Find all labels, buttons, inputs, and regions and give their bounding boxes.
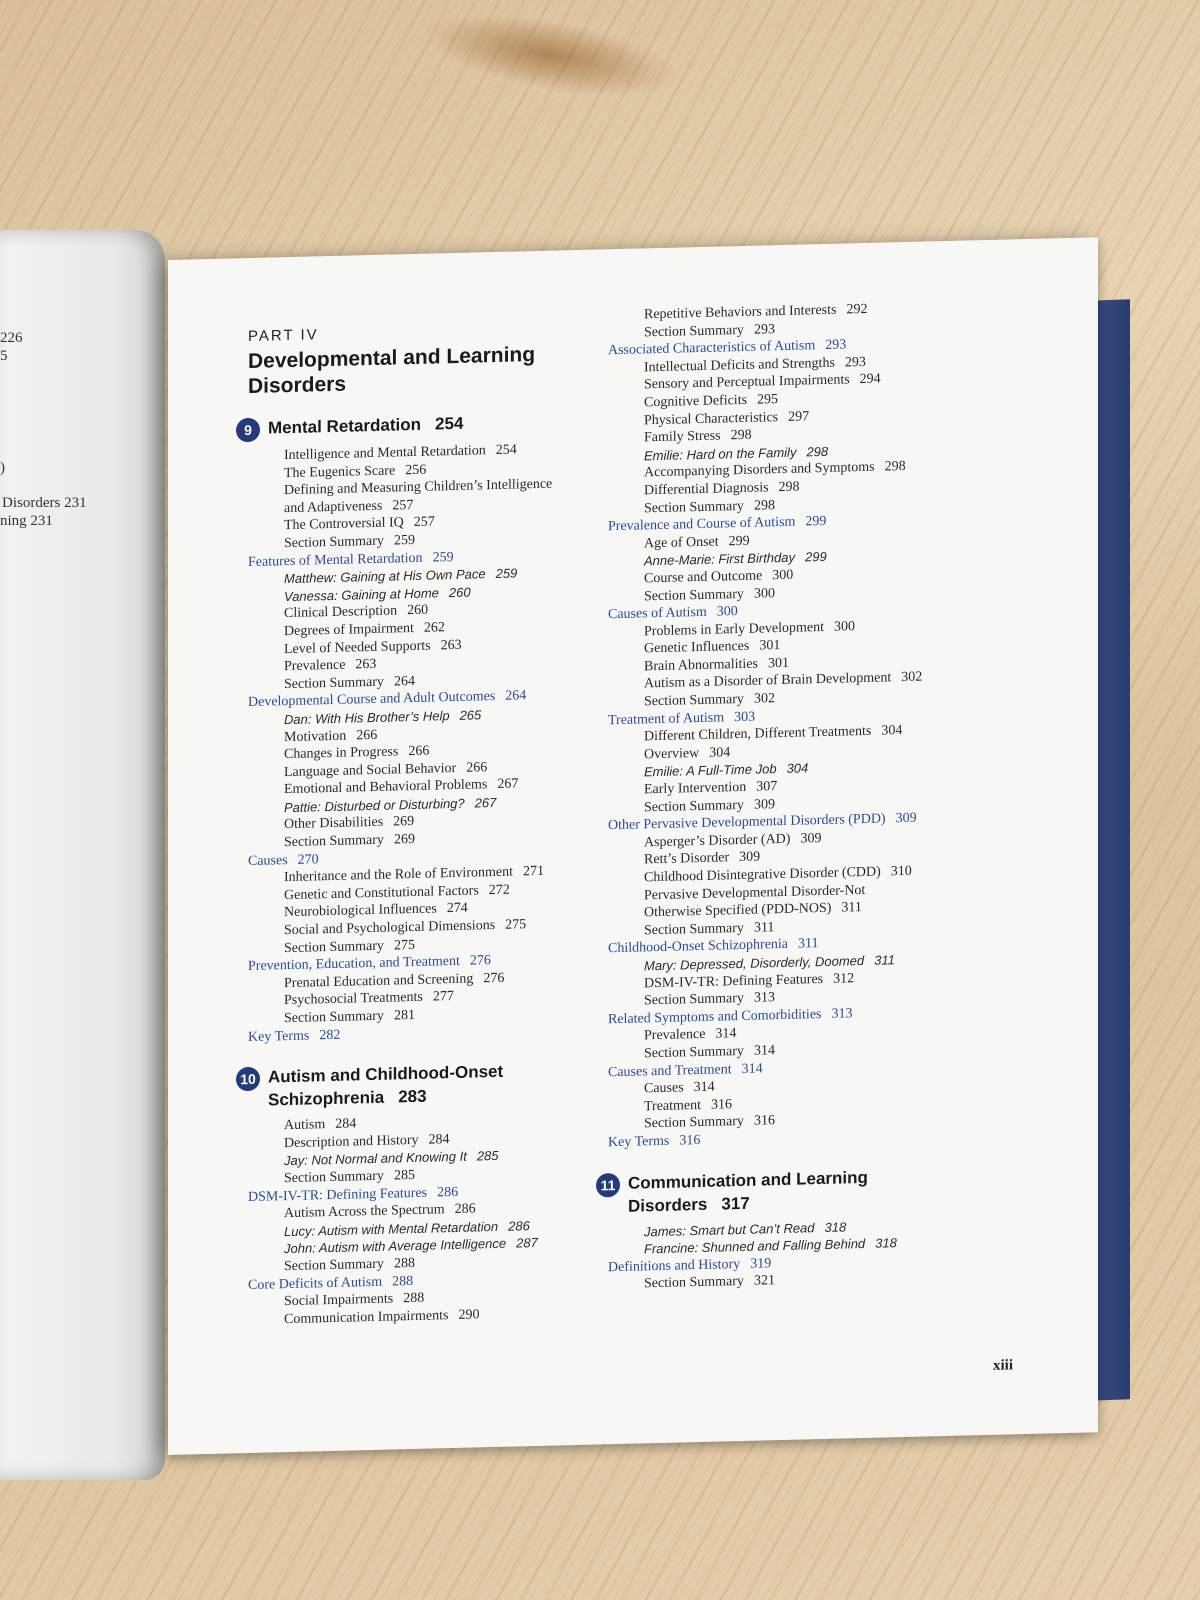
- entry-page: 297: [788, 408, 810, 425]
- entry-title: Key Terms: [248, 1028, 310, 1045]
- entry-title: Otherwise Specified (PDD-NOS): [644, 900, 832, 921]
- entry-title: Prevention, Education, and Treatment: [248, 954, 460, 975]
- entry-page: 264: [505, 688, 527, 705]
- entry-page: 277: [432, 989, 454, 1005]
- entry-page: 275: [505, 917, 527, 933]
- entry-title: Intellectual Deficits and Strengths: [644, 355, 835, 376]
- entry-title: Autism Across the Spectrum: [284, 1202, 445, 1222]
- part-title: [248, 340, 608, 399]
- chapter-9-heading[interactable]: [236, 408, 608, 442]
- entry-page: 311: [753, 919, 775, 936]
- entry-title: Neurobiological Influences: [284, 901, 437, 921]
- entry-title: Developmental Course and Adult Outcomes: [248, 689, 496, 711]
- entry-title: Treatment of Autism: [608, 710, 725, 728]
- entry-title: Genetic and Constitutional Factors: [284, 883, 479, 904]
- entry-title: James: Smart but Can’t Read: [644, 1219, 815, 1239]
- entry-title: Associated Characteristics of Autism: [608, 338, 816, 359]
- entry-page: 266: [408, 743, 430, 760]
- entry-title: Section Summary: [644, 991, 744, 1009]
- entry-title: Features of Mental Retardation: [248, 550, 423, 570]
- entry-title: Asperger’s Disorder (AD): [644, 831, 791, 851]
- entry-title: Motivation: [284, 728, 347, 745]
- left-page-fragment: Disorders 231: [2, 495, 87, 511]
- entry-title: Communication Impairments: [284, 1307, 449, 1327]
- left-page-fragment: 226: [0, 330, 23, 346]
- entry-title: Section Summary: [284, 938, 384, 956]
- toc-column-right: [600, 298, 988, 1294]
- entry-title: Level of Needed Supports: [284, 638, 431, 657]
- entry-title: Key Terms: [608, 1133, 670, 1151]
- entry-page: 309: [739, 849, 761, 866]
- entry-title: Core Deficits of Autism: [248, 1274, 383, 1293]
- entry-page: 284: [428, 1131, 450, 1148]
- entry-title: Other Disabilities: [284, 815, 384, 833]
- entry-title: Section Summary: [284, 1168, 384, 1187]
- entry-page: 299: [728, 533, 750, 550]
- entry-page: 286: [508, 1217, 530, 1234]
- entry-title: Francine: Shunned and Falling Behind: [644, 1236, 866, 1257]
- entry-page: 284: [335, 1116, 357, 1133]
- entry-page: 307: [756, 779, 778, 795]
- entry-page: 301: [767, 655, 789, 672]
- entry-title: Vanessa: Gaining at Home: [284, 585, 439, 604]
- entry-page: 304: [786, 760, 809, 777]
- entry-title: DSM-IV-TR: Defining Features: [644, 971, 824, 991]
- entry-title: Section Summary: [644, 586, 744, 604]
- entry-page: 288: [403, 1290, 425, 1307]
- entry-title: Section Summary: [284, 533, 384, 552]
- entry-page: 282: [319, 1027, 341, 1043]
- entry-page: 304: [881, 723, 903, 739]
- entry-title: Causes and Treatment: [608, 1061, 732, 1080]
- entry-page: 295: [757, 392, 779, 408]
- entry-title: Changes in Progress: [284, 744, 399, 763]
- chapter-page: 317: [721, 1193, 750, 1213]
- entry-page: 276: [483, 970, 505, 987]
- entry-title: Early Intervention: [644, 779, 747, 798]
- entry-title: Jay: Not Normal and Knowing It: [284, 1149, 467, 1169]
- entry-page: 263: [440, 637, 462, 653]
- entry-page: 293: [825, 337, 847, 354]
- entry-page: 314: [741, 1060, 763, 1077]
- entry-page: 293: [844, 354, 866, 371]
- entry-title: Section Summary: [644, 1274, 744, 1292]
- entry-page: 299: [805, 514, 827, 530]
- entry-title: Course and Outcome: [644, 568, 763, 587]
- entry-title: Inheritance and the Role of Environment: [284, 864, 513, 886]
- entry-page: 259: [495, 565, 518, 582]
- entry-title: Intelligence and Mental Retardation: [284, 443, 486, 464]
- entry-page: 309: [895, 810, 917, 827]
- entry-page: 312: [833, 970, 855, 987]
- entry-page: 286: [437, 1184, 459, 1200]
- entry-page: 288: [392, 1273, 414, 1290]
- entry-title: Family Stress: [644, 428, 721, 446]
- left-page-fragment: ): [0, 460, 5, 476]
- entry-page: 262: [423, 620, 445, 636]
- entry-title: Cognitive Deficits: [644, 392, 748, 411]
- entry-title: Language and Social Behavior: [284, 760, 457, 780]
- entry-title: Degrees of Impairment: [284, 620, 414, 640]
- entry-page: 287: [516, 1235, 538, 1251]
- entry-page: 292: [846, 301, 868, 318]
- entry-page: 264: [393, 673, 415, 690]
- entry-title: Childhood Disintegrative Disorder (CDD): [644, 864, 881, 886]
- entry-page: 316: [679, 1132, 701, 1149]
- entry-title: Defining and Measuring Children’s Intelligence: [284, 476, 553, 499]
- entry-title: John: Autism with Average Intelligence: [284, 1236, 507, 1257]
- chapter-page: 283: [398, 1086, 427, 1107]
- entry-page: 313: [831, 1006, 853, 1022]
- entry-page: 299: [805, 549, 827, 565]
- chapter-11-entries: [608, 1214, 988, 1294]
- chapter-number-badge: 9: [236, 418, 260, 443]
- entry-title: Clinical Description: [284, 603, 398, 622]
- entry-page: 285: [476, 1148, 499, 1164]
- entry-page: 316: [753, 1113, 775, 1129]
- part-title-line: Disorders: [248, 372, 347, 399]
- toc-page: [168, 237, 1098, 1455]
- entry-page: 285: [393, 1167, 415, 1184]
- entry-page: 288: [393, 1255, 415, 1272]
- entry-page: 269: [393, 814, 415, 830]
- entry-title: Pervasive Developmental Disorder-Not: [644, 882, 866, 903]
- chapter-11-heading[interactable]: [596, 1162, 988, 1218]
- entry-title: Causes of Autism: [608, 604, 707, 623]
- entry-title: Age of Onset: [644, 534, 719, 552]
- entry-page: 257: [392, 497, 414, 514]
- entry-title: Matthew: Gaining at His Own Pace: [284, 566, 486, 587]
- entry-page: 267: [474, 794, 497, 811]
- entry-page: 298: [730, 427, 752, 444]
- entry-title: Overview: [644, 745, 700, 763]
- entry-page: 276: [469, 953, 491, 969]
- entry-page: 266: [466, 759, 488, 776]
- entry-title: The Controversial IQ: [284, 515, 404, 534]
- entry-title: Dan: With His Brother’s Help: [284, 708, 450, 728]
- chapter-title: Schizophrenia: [268, 1087, 385, 1110]
- entry-title: Autism: [284, 1117, 326, 1134]
- entry-page: 318: [875, 1235, 897, 1251]
- page-number: xiii: [992, 1357, 1013, 1374]
- entry-page: 318: [824, 1218, 847, 1235]
- entry-title: Causes: [644, 1080, 684, 1097]
- entry-page: 274: [446, 901, 468, 917]
- chapter-number-badge: 11: [596, 1172, 620, 1197]
- entry-page: 257: [413, 514, 435, 531]
- entry-title: Related Symptoms and Comorbidities: [608, 1006, 822, 1027]
- entry-page: 263: [355, 657, 377, 673]
- entry-page: 275: [393, 937, 415, 954]
- chapter-title: Autism and Childhood-Onset: [268, 1061, 504, 1087]
- entry-page: 267: [497, 776, 519, 793]
- entry-page: 316: [711, 1096, 733, 1113]
- entry-page: 259: [393, 532, 415, 549]
- entry-page: 302: [753, 691, 775, 707]
- entry-title: Prenatal Education and Screening: [284, 971, 474, 991]
- chapter-9-entries: [248, 439, 608, 1046]
- entry-title: Mary: Depressed, Disorderly, Doomed: [644, 952, 865, 974]
- entry-page: 314: [753, 1043, 775, 1059]
- entry-page: 256: [405, 462, 427, 478]
- entry-page: 270: [297, 851, 319, 868]
- entry-page: 290: [458, 1307, 480, 1323]
- entry-page: 269: [393, 832, 415, 848]
- entry-title: Section Summary: [644, 1043, 744, 1062]
- entry-page: 272: [488, 882, 510, 899]
- entry-page: 300: [772, 567, 794, 584]
- entry-page: 310: [890, 863, 912, 880]
- entry-page: 304: [709, 745, 731, 761]
- entry-title: Lucy: Autism with Mental Retardation: [284, 1218, 499, 1239]
- entry-page: 281: [393, 1007, 415, 1024]
- entry-page: 286: [454, 1201, 476, 1218]
- entry-title: Autism as a Disorder of Brain Development: [644, 670, 892, 692]
- entry-page: 300: [834, 618, 856, 635]
- entry-page: 301: [759, 638, 781, 654]
- entry-title: Problems in Early Development: [644, 619, 825, 640]
- entry-title: Anne-Marie: First Birthday: [644, 549, 795, 569]
- entry-title: Differential Diagnosis: [644, 480, 769, 499]
- entry-title: Treatment: [644, 1097, 702, 1115]
- entry-title: Section Summary: [284, 1256, 384, 1275]
- entry-title: Prevalence: [284, 657, 346, 675]
- left-page-fragment: 5: [0, 348, 8, 364]
- entry-page: 298: [753, 497, 775, 514]
- entry-title: Emilie: A Full-Time Job: [644, 761, 777, 780]
- left-page-fragment: ning 231: [0, 513, 53, 529]
- entry-page: 260: [407, 602, 429, 619]
- entry-title: Definitions and History: [608, 1256, 741, 1275]
- entry-page: 314: [715, 1026, 737, 1042]
- entry-title: Description and History: [284, 1132, 419, 1151]
- toc-column-left: [240, 319, 608, 1329]
- entry-title: Section Summary: [644, 920, 744, 939]
- left-page: [0, 230, 165, 1480]
- entry-page: 266: [356, 727, 378, 743]
- entry-title: Social and Psychological Dimensions: [284, 918, 496, 939]
- entry-page: 260: [448, 584, 471, 600]
- entry-title: Section Summary: [644, 797, 744, 815]
- entry-page: 271: [522, 864, 544, 880]
- entry-page: 259: [432, 549, 454, 566]
- chapter-10-entries: [248, 1109, 608, 1329]
- entry-page: 298: [884, 459, 906, 475]
- entry-title: Physical Characteristics: [644, 409, 779, 428]
- entry-page: 319: [750, 1255, 772, 1272]
- entry-title: Section Summary: [284, 674, 384, 692]
- chapter-title: Disorders: [628, 1194, 708, 1216]
- chapter-10-heading[interactable]: [236, 1057, 608, 1112]
- entry-title: Childhood-Onset Schizophrenia: [608, 937, 789, 957]
- entry-title: Different Children, Different Treatments: [644, 724, 872, 745]
- entry-page: 254: [495, 442, 517, 458]
- entry-title: Repetitive Behaviors and Interests: [644, 302, 837, 323]
- entry-page: 309: [753, 796, 775, 813]
- entry-title: Section Summary: [644, 498, 744, 516]
- entry-page: 313: [753, 990, 775, 1006]
- entry-page: 265: [459, 707, 482, 723]
- entry-title: Prevalence: [644, 1027, 706, 1044]
- entry-page: 300: [716, 604, 738, 620]
- entry-title: Pattie: Disturbed or Disturbing?: [284, 795, 465, 816]
- entry-title: Section Summary: [284, 1008, 384, 1027]
- entry-page: 314: [693, 1079, 715, 1096]
- entry-title: and Adaptiveness: [284, 498, 383, 516]
- entry-title: Section Summary: [644, 691, 744, 710]
- part-label: PART IV: [248, 326, 319, 346]
- entry-page: 311: [841, 900, 862, 916]
- entry-title: Prevalence and Course of Autism: [608, 514, 796, 535]
- entry-page: 311: [874, 952, 895, 968]
- entry-title: Sensory and Perceptual Impairments: [644, 372, 850, 393]
- entry-page: 302: [901, 670, 923, 686]
- entry-page: 321: [753, 1273, 775, 1289]
- chapter-10-entries-continued: [608, 298, 988, 1152]
- entry-title: DSM-IV-TR: Defining Features: [248, 1185, 428, 1205]
- entry-title: Emotional and Behavioral Problems: [284, 777, 488, 798]
- wood-knot: [416, 0, 684, 112]
- entry-title: Other Pervasive Developmental Disorders (PDD): [608, 811, 886, 834]
- entry-title: Brain Abnormalities: [644, 656, 758, 675]
- entry-title: Psychosocial Treatments: [284, 990, 423, 1009]
- chapter-title: Mental Retardation: [268, 414, 422, 438]
- entry-title: Rett’s Disorder: [644, 850, 730, 868]
- entry-page: 300: [753, 585, 775, 602]
- entry-page: 293: [753, 321, 775, 338]
- entry-title: Genetic Influences: [644, 639, 750, 657]
- chapter-title: Communication and Learning: [628, 1167, 868, 1193]
- entry-page: 294: [859, 371, 881, 388]
- entry-title: Causes: [248, 852, 288, 869]
- entry-title: Section Summary: [644, 1114, 744, 1132]
- entry-page: 309: [800, 830, 822, 847]
- entry-title: Accompanying Disorders and Symptoms: [644, 460, 875, 481]
- entry-page: 303: [734, 709, 756, 725]
- entry-title: Section Summary: [284, 832, 384, 851]
- chapter-page: 254: [435, 413, 464, 434]
- entry-title: Emilie: Hard on the Family: [644, 444, 797, 464]
- entry-title: The Eugenics Scare: [284, 463, 396, 481]
- entry-title: Social Impairments: [284, 1291, 394, 1310]
- part-title-line: Developmental and Learning: [248, 343, 536, 374]
- entry-page: 311: [798, 936, 819, 952]
- chapter-number-badge: 10: [236, 1067, 260, 1092]
- entry-page: 298: [778, 479, 800, 496]
- entry-page: 298: [806, 443, 829, 460]
- entry-title: Section Summary: [644, 322, 744, 340]
